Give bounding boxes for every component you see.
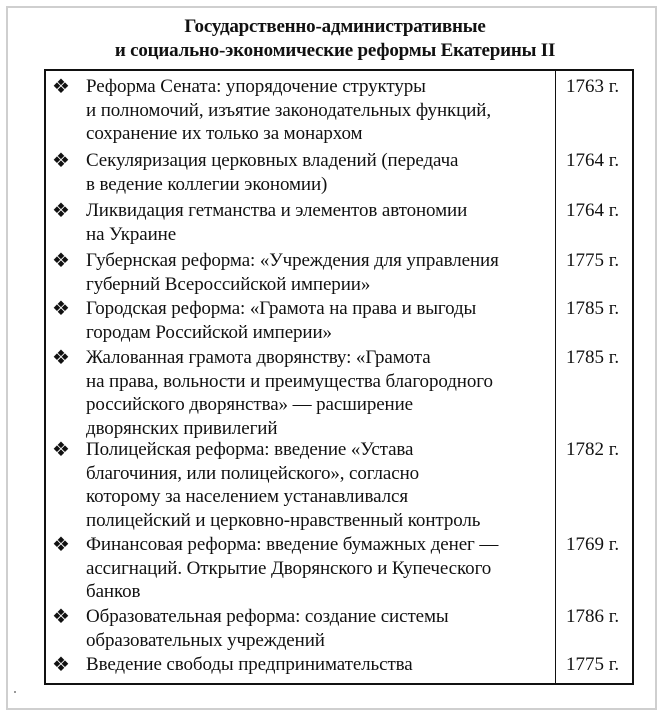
diamond-bullet-icon: ❖ bbox=[52, 654, 70, 676]
diamond-bullet-icon: ❖ bbox=[52, 439, 70, 461]
reform-description: Финансовая реформа: введение бумажных денег — ассигнаций. Открытие Дворянского и Купеческого банков bbox=[86, 534, 499, 602]
reform-year: 1763 г. bbox=[566, 76, 620, 97]
reform-description: Образовательная реформа: создание системы образовательных учреждений bbox=[86, 606, 449, 651]
reforms-table bbox=[44, 69, 634, 685]
reform-year: 1785 г. bbox=[566, 347, 620, 368]
reform-year: 1775 г. bbox=[566, 250, 620, 271]
diamond-bullet-icon: ❖ bbox=[52, 76, 70, 98]
reform-description: Реформа Сената: упорядочение структуры и полномочий, изъятие законодательных функций, сохранение их только за монархом bbox=[86, 76, 492, 144]
diamond-bullet-icon: ❖ bbox=[52, 606, 70, 628]
table-title-line-1: Государственно-административные bbox=[184, 16, 486, 37]
diamond-bullet-icon: ❖ bbox=[52, 347, 70, 369]
reform-description: Губернская реформа: «Учреждения для управления губерний Всероссийской империи» bbox=[86, 250, 499, 295]
diamond-bullet-icon: ❖ bbox=[52, 534, 70, 556]
diamond-bullet-icon: ❖ bbox=[52, 150, 70, 172]
reform-year: 1786 г. bbox=[566, 606, 620, 627]
reform-description: Полицейская реформа: введение «Устава благочиния, или полицейского», согласно которому за населением устанавливался полицейский и церковно-нравственный контроль bbox=[86, 439, 481, 531]
reform-description: Секуляризация церковных владений (передача в ведение коллегии экономии) bbox=[86, 150, 459, 195]
reform-description: Введение свободы предпринимательства bbox=[86, 654, 413, 675]
reform-year: 1764 г. bbox=[566, 150, 620, 171]
reform-year: 1769 г. bbox=[566, 534, 620, 555]
reform-description: Ликвидация гетманства и элементов автономии на Украине bbox=[86, 200, 468, 245]
reform-year: 1764 г. bbox=[566, 200, 620, 221]
scan-speck bbox=[14, 691, 16, 693]
diamond-bullet-icon: ❖ bbox=[52, 250, 70, 272]
diamond-bullet-icon: ❖ bbox=[52, 200, 70, 222]
reform-description: Городская реформа: «Грамота на права и выгоды городам Российской империи» bbox=[86, 298, 477, 343]
reform-year: 1785 г. bbox=[566, 298, 620, 319]
reform-year: 1782 г. bbox=[566, 439, 620, 460]
table-title-line-2: и социально-экономические реформы Екатерины II bbox=[114, 40, 556, 61]
reform-description: Жалованная грамота дворянству: «Грамота на права, вольности и преимущества благородного российского дворянства» — расширение дворянских привилегий bbox=[86, 347, 493, 439]
column-divider bbox=[555, 71, 556, 683]
diamond-bullet-icon: ❖ bbox=[52, 298, 70, 320]
reform-year: 1775 г. bbox=[566, 654, 620, 675]
